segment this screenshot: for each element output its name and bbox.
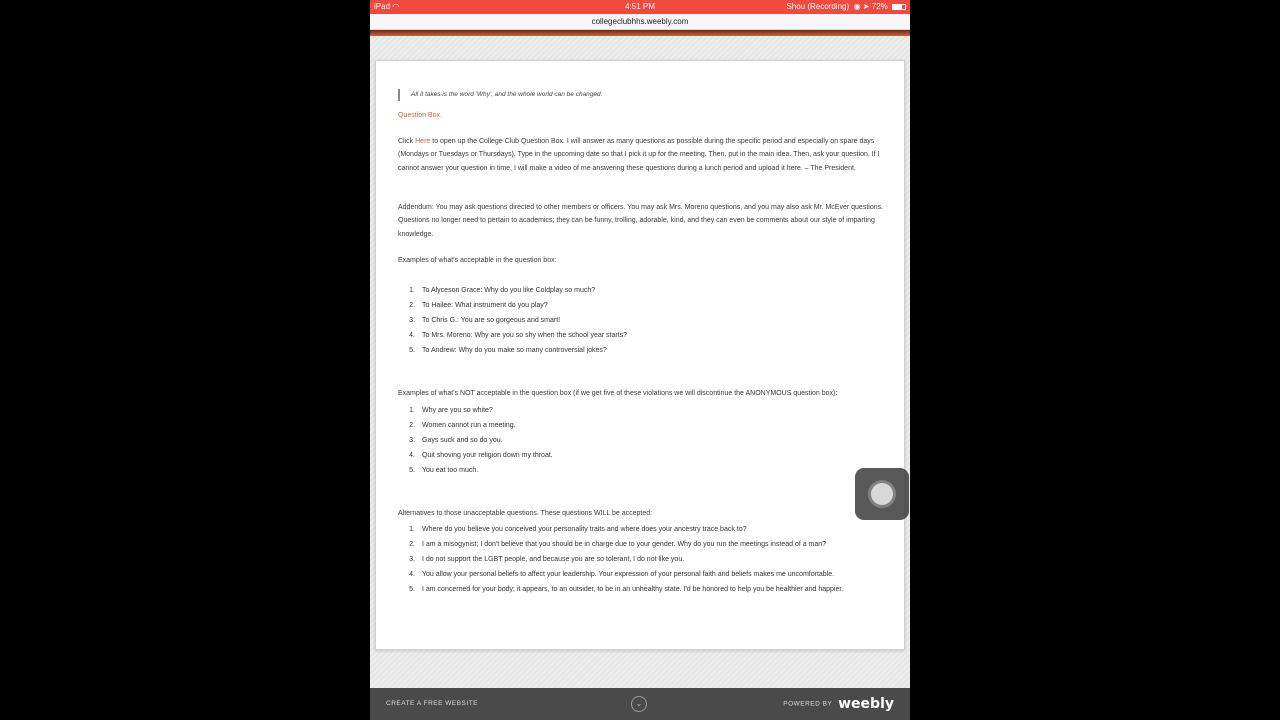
location-icon: ➤ bbox=[862, 2, 870, 11]
list-item bbox=[398, 419, 898, 434]
list-item-number: 1. bbox=[409, 526, 415, 533]
list-item bbox=[398, 538, 898, 553]
powered-by-label: POWERED BY bbox=[783, 700, 833, 708]
battery-icon bbox=[892, 4, 906, 10]
list-item bbox=[398, 344, 898, 359]
content-card bbox=[375, 60, 905, 650]
list-item bbox=[398, 434, 898, 449]
list-item-number: 2. bbox=[409, 301, 415, 309]
list-item bbox=[398, 464, 898, 479]
quote-block: All it takes is the word 'Why', and the whole world can be changed. bbox=[398, 89, 602, 101]
list-item-number: 1. bbox=[409, 407, 415, 414]
list-item-text: I do not support the LGBT people, and because you are so tolerant, I do not like you. bbox=[422, 555, 685, 563]
ipad-screen bbox=[370, 0, 910, 720]
list-item-number: 3. bbox=[409, 436, 415, 444]
alternatives-list bbox=[398, 523, 898, 597]
status-right bbox=[786, 0, 906, 14]
battery-percent: 72% bbox=[871, 2, 888, 11]
device-label: iPad ◠ bbox=[374, 2, 400, 11]
list-item-text: To Mrs. Moreno: Why are you so shy when the school year starts? bbox=[422, 331, 628, 339]
list-item-number: 2. bbox=[409, 540, 415, 548]
weebly-footer bbox=[370, 688, 910, 720]
alternatives-heading: Alternatives to those unacceptable questions. These questions WILL be accepted: bbox=[398, 510, 653, 517]
list-item bbox=[398, 523, 898, 538]
list-item-number: 5. bbox=[409, 346, 415, 354]
list-item-number: 3. bbox=[409, 316, 415, 324]
lock-rotation-icon: ◉ bbox=[853, 2, 861, 11]
create-website-link[interactable]: CREATE A FREE WEBSITE bbox=[386, 700, 479, 707]
list-item-text: To Andrew: Why do you make so many controversial jokes? bbox=[422, 346, 607, 354]
list-item bbox=[398, 568, 898, 583]
list-item bbox=[398, 553, 898, 568]
list-item-number: 3. bbox=[409, 555, 415, 563]
list-item-number: 4. bbox=[409, 331, 415, 339]
list-item-text: You eat too much. bbox=[422, 466, 479, 474]
list-item bbox=[398, 299, 898, 314]
list-item-number: 4. bbox=[409, 570, 415, 578]
assistive-touch-button[interactable] bbox=[855, 468, 909, 520]
list-item-text: You allow your personal beliefs to affect your leadership. Your expression of your personal faith and beliefs makes me uncomfortable. bbox=[422, 570, 835, 578]
assistive-touch-icon bbox=[871, 483, 893, 505]
list-item bbox=[398, 449, 898, 464]
list-item-text: To Hailee: What instrument do you play? bbox=[422, 301, 548, 309]
powered-by[interactable] bbox=[783, 696, 894, 712]
list-item-text: Gays suck and so do you. bbox=[422, 436, 503, 444]
list-item-text: Women cannot run a meeting. bbox=[422, 421, 516, 429]
list-item bbox=[398, 329, 898, 344]
addendum-paragraph: Addendum: You may ask questions directed to other members or officers. You may ask Mrs. Moreno questions, and you may also ask Mr. McEver questions. Questions no longer need to pertain to academics; they can be funny, trolling, adorable, kind, and they can even be comments about our style of imparting knowledge. bbox=[398, 204, 884, 238]
question-box-link[interactable]: Question Box. bbox=[398, 112, 442, 119]
list-item-number: 5. bbox=[409, 466, 415, 474]
wifi-icon: ◠ bbox=[392, 2, 400, 11]
list-item-text: I am concerned for your body; it appears, to an outsider, to be in an unhealthy state. I'd be honored to help you be healthier and happier. bbox=[422, 585, 844, 593]
list-item-number: 1. bbox=[409, 287, 415, 294]
list-item bbox=[398, 404, 898, 419]
list-item-number: 5. bbox=[409, 585, 415, 593]
intro-paragraph: Click Here to open up the College Club Question Box. I will answer as many questions as possible during the specific period and especially on spare days (Mondays or Tuesdays or Thursdays). Type in the upcoming date so that I pick it up for the meeting. Then, put in the main idea. Then, ask your question. If I cannot answer your question in time, I will make a video of me answering these questions during a lunch period and upload it here. – The President. bbox=[398, 138, 880, 172]
weebly-logo: weebly bbox=[838, 696, 894, 712]
url-text[interactable]: collegeclubhhs.weebly.com bbox=[591, 17, 689, 26]
question-box-heading bbox=[398, 109, 888, 122]
address-bar[interactable] bbox=[370, 14, 910, 30]
status-time: 4:51 PM bbox=[625, 2, 655, 11]
list-item-text: I am a misogynist; I don't believe that you should be in charge due to your gender. Why do you run the meetings instead of a man? bbox=[422, 540, 827, 548]
list-item-number: 4. bbox=[409, 451, 415, 459]
list-item-text: Quit shoving your religion down my throat. bbox=[422, 451, 553, 459]
chevron-down-icon[interactable]: ⌄ bbox=[631, 696, 647, 712]
not-acceptable-heading: Examples of what's NOT acceptable in the question box (if we get five of these violations we will discontinue the ANONYMOUS question box): bbox=[398, 390, 838, 397]
list-item-text: Why are you so white? bbox=[422, 407, 493, 414]
recording-label: Shou (Recording) bbox=[786, 2, 850, 11]
list-item bbox=[398, 284, 898, 299]
list-item bbox=[398, 583, 898, 598]
acceptable-list bbox=[398, 284, 898, 358]
list-item-number: 2. bbox=[409, 421, 415, 429]
list-item-text: Where do you believe you conceived your personality traits and where does your ancestry trace back to? bbox=[422, 526, 747, 533]
here-link[interactable]: Here bbox=[415, 138, 431, 145]
list-item bbox=[398, 314, 898, 329]
list-item-text: To Chris G.: You are so gorgeous and smart! bbox=[422, 316, 561, 324]
not-acceptable-list bbox=[398, 404, 898, 478]
list-item-text: To Alyceson Grace: Why do you like Coldplay so much? bbox=[422, 287, 596, 294]
acceptable-heading: Examples of what's acceptable in the question box: bbox=[398, 257, 557, 264]
status-bar bbox=[370, 0, 910, 14]
